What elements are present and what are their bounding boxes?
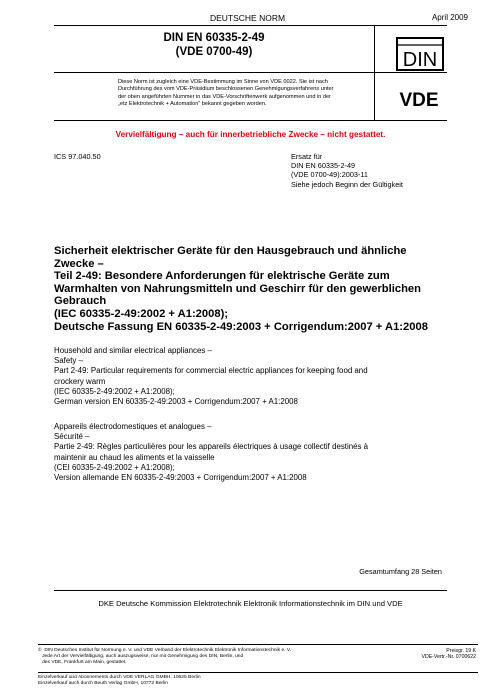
french-title-line: maintenir au chaud les aliments et la vaisselle xyxy=(54,452,215,462)
notice-line: „etz Elektrotechnik + Automation“ bekannt gegeben worden. xyxy=(118,101,267,108)
vde-logo-text: VDE xyxy=(399,90,439,111)
notice-line: der oben angeführten Nummer in das VDE-Vorschriftenwerk aufgenommen und in der xyxy=(118,93,331,100)
logo-divider xyxy=(374,25,375,120)
english-title-line: Part 2-49: Particular requirements for commercial electric appliances for keeping food and xyxy=(54,366,368,376)
ics-code: ICS 97.040.50 xyxy=(54,152,101,161)
german-title-line: Zwecke – xyxy=(54,257,104,270)
top-rule xyxy=(54,25,447,26)
dke-rule xyxy=(54,590,447,591)
din-logo xyxy=(395,36,445,72)
issue-date: April 2009 xyxy=(431,13,468,22)
french-title-line: Partie 2-49: Règles particulières pour les appareils électriques à usage collectif destinés à xyxy=(54,442,369,452)
french-title-line: Version allemande EN 60335-2-49:2003 + Corrigendum:2007 + A1:2008 xyxy=(54,473,307,483)
english-title-line: (IEC 60335-2-49:2002 + A1:2008); xyxy=(54,386,175,396)
replacement-line: (VDE 0700-49):2003-11 xyxy=(291,170,368,180)
title-rule xyxy=(54,72,447,73)
german-title-line: Warmhalten von Nahrungsmitteln und Geschirr für den gewerblichen xyxy=(54,282,421,295)
footer-rule xyxy=(38,644,478,645)
sales-rule xyxy=(38,672,478,673)
sales-line: Einzelverkauf und Abonnements durch VDE VERLAG GMBH, 10625 Berlin xyxy=(38,675,201,680)
price-group: Preisgr. 19 K xyxy=(446,648,476,654)
french-title-line: (CEI 60335-2-49:2002 + A1:2008); xyxy=(54,462,175,472)
din-logo-text: DIN xyxy=(402,49,438,71)
vde-notice xyxy=(118,79,364,109)
german-title-line: (IEC 60335-2-49:2002 + A1:2008); xyxy=(54,307,229,320)
german-title xyxy=(54,245,449,333)
vde-contract-number: VDE-Vertr.-Nr. 0700622 xyxy=(421,654,476,661)
copyright-line: © DIN Deutsches Institut für Normung e. V. und VDE Verband der Elektrotechnik Elektronik Informationstechnik e. V. xyxy=(38,648,292,653)
notice-rule xyxy=(54,120,447,121)
french-title-line: Sécurité – xyxy=(54,432,90,442)
german-title-line: Sicherheit elektrischer Geräte für den Hausgebrauch und ähnliche xyxy=(54,245,407,257)
german-title-line: Gebrauch xyxy=(54,295,107,308)
copyright-line: des VDE, Frankfurt am Main, gestattet. xyxy=(38,660,127,666)
notice-line: Durchführung des vom VDE-Präsidium beschlossenen Genehmigungsverfahrens unter xyxy=(118,86,334,93)
sales-line: Einzelverkauf auch durch Beuth Verlag GmbH, 10772 Berlin xyxy=(38,681,168,687)
norm-type-label: DEUTSCHE NORM xyxy=(209,13,286,23)
german-title-line: Deutsche Fassung EN 60335-2-49:2003 + Corrigendum:2007 + A1:2008 xyxy=(54,320,428,333)
dke-line: DKE Deutsche Kommission Elektrotechnik Elektronik Informationstechnik im DIN und VDE xyxy=(98,599,403,608)
english-title-line: German version EN 60335-2-49:2003 + Corrigendum:2007 + A1:2008 xyxy=(54,397,298,407)
english-title-line: crockery warm xyxy=(54,376,106,386)
page-count: Gesamtumfang 28 Seiten xyxy=(359,567,442,576)
english-title-line: Safety – xyxy=(54,356,83,366)
din-number: DIN EN 60335-2-49 xyxy=(163,32,265,44)
french-title xyxy=(54,422,459,483)
replacement-line: DIN EN 60335-2-49 xyxy=(291,161,356,171)
english-title-line: Household and similar electrical appliances – xyxy=(54,346,212,355)
reproduction-warning: Vervielfältigung – auch für innerbetriebliche Zwecke – nicht gestattet. xyxy=(115,130,386,139)
vde-logo xyxy=(388,86,450,112)
german-title-line: Teil 2-49: Besondere Anforderungen für elektrische Geräte zum xyxy=(54,270,390,283)
copyright-notice xyxy=(38,648,358,666)
vde-number: (VDE 0700-49) xyxy=(175,46,253,58)
replacement-line: Ersatz für xyxy=(291,152,323,161)
notice-line: Diese Norm ist zugleich eine VDE-Bestimmung im Sinne von VDE 0022. Sie ist nach xyxy=(118,79,328,85)
english-title xyxy=(54,346,454,407)
replacement-info xyxy=(291,152,403,189)
price-info xyxy=(422,648,477,661)
french-title-line: Appareils électrodomestiques et analogues – xyxy=(54,422,212,431)
replacement-line: Siehe jedoch Beginn der Gültigkeit xyxy=(291,179,403,189)
copyright-line: Jede Art der Vervielfältigung, auch auszugsweise, nur mit Genehmigung des DIN, Berlin, und xyxy=(38,654,244,660)
sales-info xyxy=(38,675,201,687)
